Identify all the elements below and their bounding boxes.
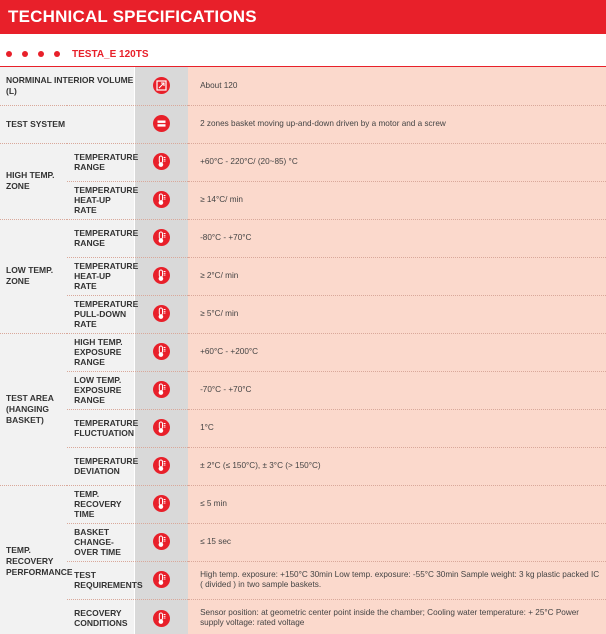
table-row xyxy=(0,485,606,523)
thermometer-icon xyxy=(153,305,170,322)
table-row xyxy=(0,447,606,485)
row-value: -80°C - +70°C xyxy=(188,219,606,257)
bullet-dot-icon xyxy=(38,51,44,57)
thermometer-icon xyxy=(153,153,170,170)
param-label: TEMPERATURE RANGE xyxy=(67,219,134,257)
table-row xyxy=(0,523,606,561)
row-value: ≥ 2°C/ min xyxy=(188,257,606,295)
page-title: TECHNICAL SPECIFICATIONS xyxy=(0,0,606,34)
group-label: TEMP. RECOVERY PERFORMANCE xyxy=(0,485,67,634)
thermometer-icon xyxy=(153,343,170,360)
row-value: ≤ 15 sec xyxy=(188,523,606,561)
bullet-dot-icon xyxy=(22,51,28,57)
table-row xyxy=(0,599,606,634)
param-label: RECOVERY CONDITIONS xyxy=(67,599,134,634)
bullet-dot-icon xyxy=(6,51,12,57)
thermometer-icon xyxy=(153,571,170,588)
table-row xyxy=(0,219,606,257)
bullet-dot-icon xyxy=(54,51,60,57)
model-name: TESTA_E 120TS xyxy=(72,48,149,60)
row-value: 2 zones basket moving up-and-down driven by a motor and a screw xyxy=(188,105,606,143)
thermometer-icon xyxy=(153,191,170,208)
spec-table xyxy=(0,67,606,634)
param-label: LOW TEMP. EXPOSURE RANGE xyxy=(67,371,134,409)
thermometer-icon xyxy=(153,419,170,436)
param-label: TEMPERATURE RANGE xyxy=(67,143,134,181)
thermometer-icon xyxy=(153,229,170,246)
group-label: HIGH TEMP. ZONE xyxy=(0,143,67,219)
row-value: Sensor position: at geometric center point inside the chamber; Cooling water temperature: + 25°C Power supply voltage: rated voltage xyxy=(188,599,606,634)
param-label: TEMPERATURE HEAT-UP RATE xyxy=(67,257,134,295)
thermometer-icon xyxy=(153,610,170,627)
row-value: High temp. exposure: +150°C 30min Low temp. exposure: -55°C 30min Sample weight: 3 kg plastic packed IC ( divided ) in two sample baskets. xyxy=(188,561,606,599)
param-label: TEST REQUIREMENTS xyxy=(67,561,134,599)
row-value: ± 2°C (≤ 150°C), ± 3°C (> 150°C) xyxy=(188,447,606,485)
thermometer-icon xyxy=(153,457,170,474)
volume-icon xyxy=(153,77,170,94)
row-value: +60°C - 220°C/ (20~85) °C xyxy=(188,143,606,181)
table-row xyxy=(0,257,606,295)
param-label: BASKET CHANGE-OVER TIME xyxy=(67,523,134,561)
row-value: ≥ 14°C/ min xyxy=(188,181,606,219)
row-value: +60°C - +200°C xyxy=(188,333,606,371)
row-label: NORMINAL INTERIOR VOLUME (L) xyxy=(0,67,134,105)
thermometer-icon xyxy=(153,495,170,512)
row-value: ≤ 5 min xyxy=(188,485,606,523)
param-label: HIGH TEMP. EXPOSURE RANGE xyxy=(67,333,134,371)
row-value: About 120 xyxy=(188,67,606,105)
group-label: TEST AREA (HANGING BASKET) xyxy=(0,333,67,485)
thermometer-icon xyxy=(153,381,170,398)
table-row xyxy=(0,409,606,447)
table-row xyxy=(0,143,606,181)
table-row xyxy=(0,181,606,219)
table-row xyxy=(0,333,606,371)
table-row xyxy=(0,295,606,333)
row-label: TEST SYSTEM xyxy=(0,105,134,143)
param-label: TEMPERATURE FLUCTUATION xyxy=(67,409,134,447)
table-row xyxy=(0,371,606,409)
thermometer-icon xyxy=(153,267,170,284)
thermometer-icon xyxy=(153,533,170,550)
table-row xyxy=(0,105,606,143)
row-value: 1°C xyxy=(188,409,606,447)
param-label: TEMPERATURE PULL-DOWN RATE xyxy=(67,295,134,333)
param-label: TEMPERATURE HEAT-UP RATE xyxy=(67,181,134,219)
group-label: LOW TEMP. ZONE xyxy=(0,219,67,333)
table-row xyxy=(0,561,606,599)
param-label: TEMPERATURE DEVIATION xyxy=(67,447,134,485)
table-row xyxy=(0,67,606,105)
system-icon xyxy=(153,115,170,132)
row-value: ≥ 5°C/ min xyxy=(188,295,606,333)
param-label: TEMP. RECOVERY TIME xyxy=(67,485,134,523)
row-value: -70°C - +70°C xyxy=(188,371,606,409)
model-heading xyxy=(0,46,606,62)
